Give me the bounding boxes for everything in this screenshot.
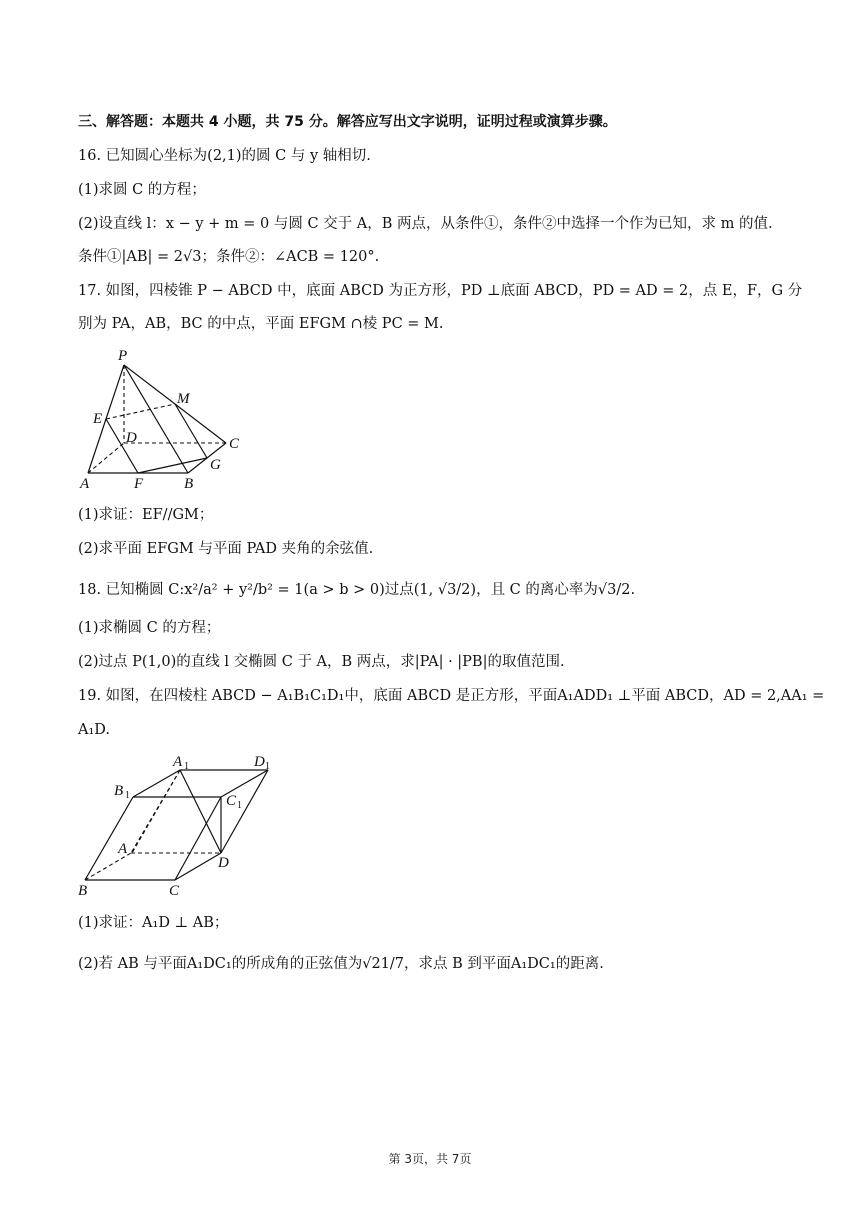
label-A: A: [118, 841, 128, 857]
label-P: P: [118, 348, 128, 364]
section-heading: 三、解答题：本题共 4 小题，共 75 分。解答应写出文字说明，证明过程或演算步骤。: [78, 114, 617, 130]
q16-part2: (2)设直线 l：x − y + m = 0 与圆 C 交于 A，B 两点，从条件①，条件②中选择一个作为已知，求 m 的值.: [78, 216, 773, 232]
label-D: D: [218, 855, 229, 871]
q16-conditions: 条件①|AB| = 2√3；条件②：∠ACB = 120°.: [78, 249, 380, 265]
pyramid-figure: [78, 345, 258, 495]
label-E: E: [93, 411, 103, 427]
q17-part2: (2)求平面 EFGM 与平面 PAD 夹角的余弦值.: [78, 541, 374, 557]
label-B: B: [184, 476, 194, 492]
q17-stem-line2: 别为 PA，AB，BC 的中点，平面 EFGM ∩棱 PC = M.: [78, 316, 444, 332]
q16-part1: (1)求圆 C 的方程；: [78, 182, 206, 198]
q19-stem-line1: 19. 如图，在四棱柱 ABCD − A₁B₁C₁D₁中，底面 ABCD 是正方形，平面A₁ADD₁ ⊥平面 ABCD，AD = 2,AA₁ =: [78, 688, 825, 704]
label-B1-sub: 1: [125, 790, 130, 801]
label-D: D: [126, 430, 137, 446]
label-G: G: [210, 457, 221, 473]
q19-part2: (2)若 AB 与平面A₁DC₁的所成角的正弦值为√21/7，求点 B 到平面A₁DC₁的距离.: [78, 956, 604, 972]
label-C1: C: [226, 793, 237, 809]
q19-stem-line2: A₁D.: [78, 722, 111, 738]
q17-part1: (1)求证：EF//GM；: [78, 507, 214, 523]
q18-part1: (1)求椭圆 C 的方程；: [78, 620, 221, 636]
q18-part2: (2)过点 P(1,0)的直线 l 交椭圆 C 于 A，B 两点，求|PA| · |PB|的取值范围.: [78, 654, 565, 670]
label-B1: B: [114, 783, 124, 799]
label-C: C: [229, 436, 240, 452]
q18-stem: 18. 已知椭圆 C:x²/a² + y²/b² = 1(a > b > 0)过点(1, √3/2)，且 C 的离心率为√3/2.: [78, 582, 636, 598]
label-D1: D: [254, 754, 265, 770]
label-A1: A: [173, 754, 183, 770]
q16-stem: 16. 已知圆心坐标为(2,1)的圆 C 与 y 轴相切.: [78, 148, 371, 164]
label-C1-sub: 1: [237, 800, 242, 811]
prism-figure: [78, 750, 288, 900]
label-M: M: [177, 391, 190, 407]
page-footer: 第 3页，共 7页: [388, 1152, 472, 1166]
label-C: C: [169, 883, 180, 899]
label-A1-sub: 1: [184, 761, 189, 772]
q17-stem-line1: 17. 如图，四棱锥 P − ABCD 中，底面 ABCD 为正方形，PD ⊥底面 ABCD，PD = AD = 2，点 E，F，G 分: [78, 283, 803, 299]
label-B: B: [78, 883, 88, 899]
q19-part1: (1)求证：A₁D ⊥ AB；: [78, 915, 229, 931]
label-D1-sub: 1: [265, 761, 270, 772]
label-A: A: [80, 476, 90, 492]
label-F: F: [134, 476, 144, 492]
